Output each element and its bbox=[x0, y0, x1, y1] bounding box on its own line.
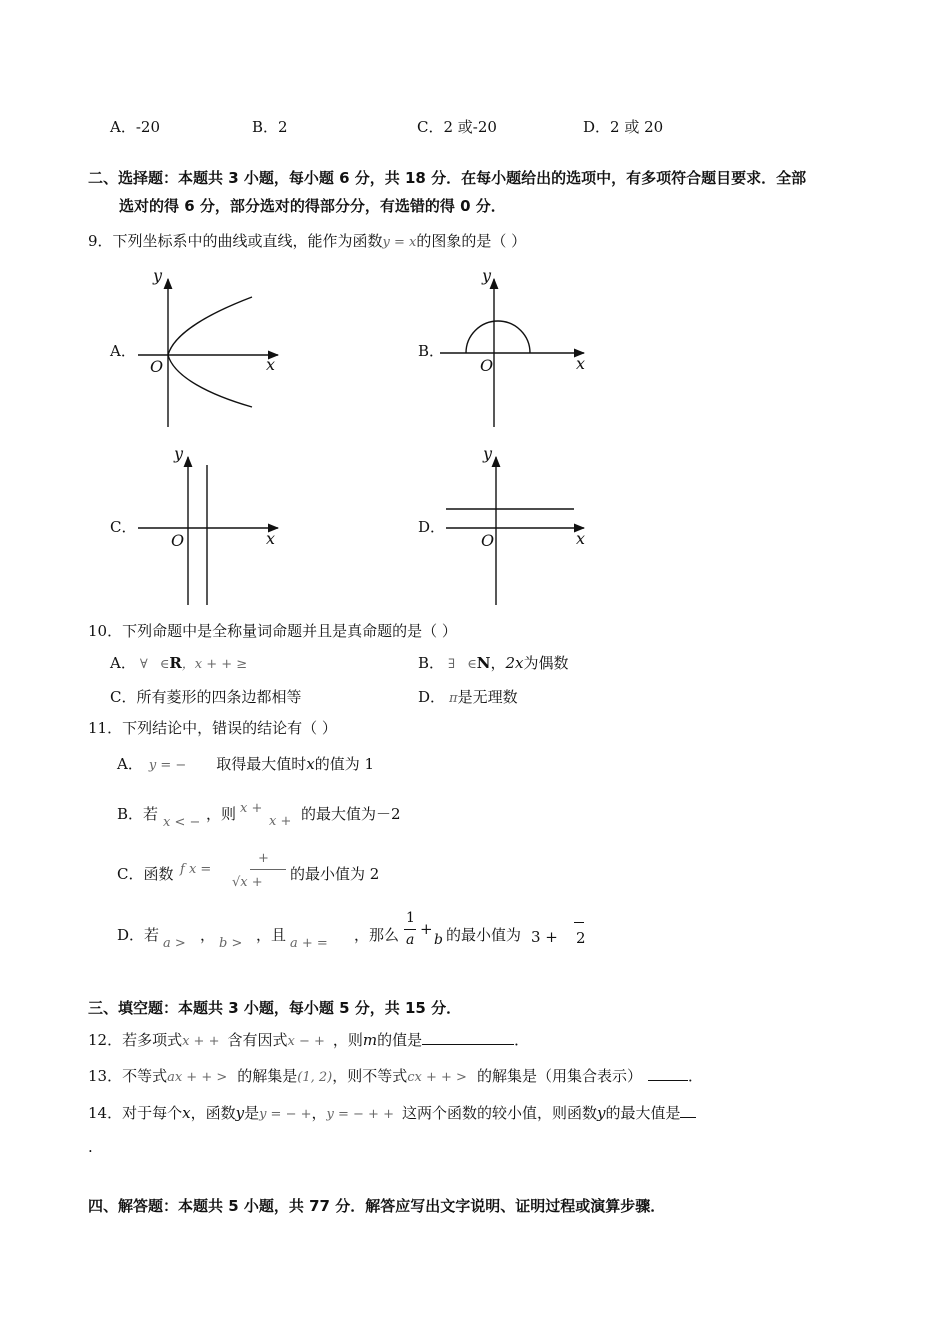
q11-d-frac-num: 1 bbox=[406, 910, 415, 926]
q11-d-plus: + bbox=[420, 920, 433, 938]
q9-graph-b bbox=[438, 265, 598, 435]
semicircle-curve bbox=[466, 321, 530, 353]
q11-d-text1: ，且 bbox=[256, 926, 287, 944]
graph-a-origin: O bbox=[150, 357, 164, 376]
q9-stem-suffix: 的图象的是（ ） bbox=[416, 232, 527, 250]
q10-a-in: ∈ bbox=[159, 657, 170, 672]
q8-option-d: D．2 或 20 bbox=[583, 118, 664, 136]
q9-graph-a bbox=[130, 265, 290, 435]
graph-c-y-label: y bbox=[174, 444, 184, 463]
q9-graph-a-label: A． bbox=[110, 342, 136, 360]
q11-d-text3: 的最小值为 bbox=[446, 926, 522, 944]
q8-option-b: B．2 bbox=[252, 118, 288, 136]
q11-c-num: + bbox=[258, 851, 269, 866]
q13-mid2: ，则不等式 bbox=[332, 1067, 408, 1085]
q11-a-text1: 取得最大值时 bbox=[216, 755, 307, 773]
graph-c-origin: O bbox=[171, 531, 185, 550]
q11-d-den2: b bbox=[434, 932, 443, 948]
q13-mid1: 的解集是 bbox=[237, 1067, 298, 1085]
q11-b-den: x + bbox=[269, 814, 292, 829]
section2-heading-line1: 二、选择题：本题共 3 小题，每小题 6 分，共 18 分．在每小题给出的选项中，有多项符合题目要求．全部 bbox=[88, 169, 807, 187]
q10-a-label: A． bbox=[110, 654, 136, 672]
q12 bbox=[88, 1029, 529, 1050]
q11-d-val: 3 + bbox=[531, 928, 558, 946]
q10-a-forall: ∀ bbox=[139, 657, 148, 672]
q12-factor: x − + bbox=[287, 1034, 325, 1049]
q11-d-b: b > bbox=[219, 936, 243, 951]
q11-c-den: √x + bbox=[232, 875, 263, 890]
q13-answer-blank[interactable] bbox=[648, 1066, 688, 1081]
q11-stem: 11．下列结论中，错误的结论有（ ） bbox=[88, 719, 337, 737]
q10-option-a bbox=[110, 652, 247, 673]
q10-d-pi: π bbox=[449, 691, 458, 706]
q12-text1: ，则 bbox=[332, 1031, 363, 1049]
graph-d-x-label: x bbox=[576, 529, 586, 548]
graph-d-y-label: y bbox=[483, 444, 493, 463]
q13-prefix: 13．不等式 bbox=[88, 1067, 168, 1085]
q14-text3: 这两个函数的较小值，则函数 bbox=[401, 1104, 597, 1122]
q11-b-num: x + bbox=[240, 801, 263, 816]
q10-b-exists: ∃ bbox=[448, 657, 456, 672]
q9-stem bbox=[88, 230, 526, 251]
q11-d-sqrt-bar bbox=[574, 922, 584, 923]
q10-d-label: D． bbox=[418, 688, 446, 706]
q11-d-text2: ，那么 bbox=[354, 926, 400, 944]
q11-a-x: x bbox=[306, 755, 315, 773]
q11-option-a bbox=[117, 753, 374, 774]
q9-graph-c bbox=[130, 445, 290, 610]
q9-formula: y = x bbox=[382, 235, 417, 250]
q11-c-fraction-bar bbox=[250, 869, 286, 870]
q11-c-text: 的最小值为 2 bbox=[290, 865, 380, 883]
q8-option-c: C．2 或-20 bbox=[417, 118, 497, 136]
q11-option-d-label: D．若 bbox=[117, 926, 160, 944]
q9-graph-d bbox=[438, 445, 598, 610]
section2-heading-line2: 选对的得 6 分，部分选对的得部分分，有选错的得 0 分． bbox=[119, 197, 506, 215]
q11-a-math: y = − bbox=[148, 758, 187, 773]
graph-d-origin: O bbox=[481, 531, 495, 550]
q14-text1: ，函数 bbox=[190, 1104, 236, 1122]
graph-a-y-label: y bbox=[153, 266, 163, 285]
q9-graph-d-label: D． bbox=[418, 518, 446, 536]
q14-comma: ， bbox=[311, 1104, 327, 1122]
section3-heading: 三、填空题：本题共 3 小题，每小题 5 分，共 15 分． bbox=[88, 999, 462, 1017]
q14-prefix: 14．对于每个 bbox=[88, 1104, 183, 1122]
q11-d-a: a > bbox=[163, 936, 186, 951]
q13-end: ． bbox=[687, 1067, 703, 1085]
q11-d-fraction-bar bbox=[404, 929, 416, 930]
q11-a-text2: 的值为 1 bbox=[314, 755, 375, 773]
q12-m: m bbox=[362, 1031, 378, 1049]
q11-d-sqrt: 2 bbox=[576, 929, 586, 947]
q10-stem: 10．下列命题中是全称量词命题并且是真命题的是（ ） bbox=[88, 622, 457, 640]
q10-b-expr: ， bbox=[490, 654, 506, 672]
q13-ineq1: ax + + > bbox=[167, 1070, 228, 1085]
graph-a-x-label: x bbox=[266, 355, 276, 374]
q14-f2: y = − + + bbox=[326, 1107, 394, 1122]
graph-c-x-label: x bbox=[266, 529, 276, 548]
q14-x: x bbox=[182, 1104, 191, 1122]
q11-c-math: f x = bbox=[180, 862, 212, 877]
graph-b-origin: O bbox=[480, 356, 494, 375]
graph-b-x-label: x bbox=[576, 354, 586, 373]
q10-d-text: 是无理数 bbox=[457, 688, 518, 706]
q14-y2: y bbox=[596, 1104, 606, 1122]
q14-dot: . bbox=[88, 1138, 93, 1156]
q12-poly: x + + bbox=[182, 1034, 220, 1049]
q11-d-cond: a + = bbox=[290, 936, 328, 951]
q10-b-set: N bbox=[476, 654, 491, 672]
q13 bbox=[88, 1065, 703, 1086]
q14-f1: y = − + bbox=[259, 1107, 312, 1122]
section4-heading: 四、解答题：本题共 5 小题，共 77 分．解答应写出文字说明、证明过程或演算步骤． bbox=[88, 1197, 666, 1215]
q8-option-a: A．-20 bbox=[110, 118, 160, 136]
q11-b-text2: 的最大值为－2 bbox=[301, 805, 401, 823]
q9-graph-c-label: C． bbox=[110, 518, 137, 536]
q14-answer-blank[interactable] bbox=[680, 1103, 696, 1118]
q14-y: y bbox=[235, 1104, 245, 1122]
q13-ineq2: cx + + > bbox=[407, 1070, 467, 1085]
q10-option-b bbox=[418, 652, 568, 673]
parabola-curve bbox=[168, 297, 252, 407]
q10-b-label: B． bbox=[418, 654, 445, 672]
q14-text2: 是 bbox=[244, 1104, 260, 1122]
q9-graph-b-label: B． bbox=[418, 342, 445, 360]
graph-b-y-label: y bbox=[482, 266, 492, 285]
q14-text4: 的最大值是 bbox=[605, 1104, 681, 1122]
q10-b-math: 2x bbox=[505, 654, 524, 672]
q11-option-b-label: B．若 bbox=[117, 805, 159, 823]
q11-b-cond: x < − bbox=[163, 815, 201, 830]
q12-text2: 的值是 bbox=[377, 1031, 423, 1049]
q12-mid: 含有因式 bbox=[227, 1031, 288, 1049]
q14 bbox=[88, 1102, 696, 1123]
q11-b-text1: ，则 bbox=[206, 805, 237, 823]
q13-mid3: 的解集是（用集合表示） bbox=[476, 1067, 642, 1085]
q10-option-c: C．所有菱形的四条边都相等 bbox=[110, 688, 302, 706]
q11-option-c-label: C．函数 bbox=[117, 865, 174, 883]
q12-prefix: 12．若多项式 bbox=[88, 1031, 183, 1049]
q11-d-comma1: ， bbox=[200, 926, 216, 944]
q10-a-set: R bbox=[169, 654, 182, 672]
q10-option-d bbox=[418, 686, 518, 707]
q13-set: (1, 2) bbox=[297, 1070, 333, 1085]
q12-end: ． bbox=[514, 1031, 530, 1049]
q11-d-frac-den: a bbox=[406, 932, 415, 948]
q11-a-label: A． bbox=[117, 755, 143, 773]
q10-b-text: 为偶数 bbox=[523, 654, 569, 672]
q10-a-expr: ，x + + ≥ bbox=[181, 657, 248, 672]
q10-b-in: ∈ bbox=[467, 657, 477, 672]
q9-stem-prefix: 9．下列坐标系中的曲线或直线，能作为函数 bbox=[88, 232, 383, 250]
q12-answer-blank[interactable] bbox=[422, 1030, 514, 1045]
